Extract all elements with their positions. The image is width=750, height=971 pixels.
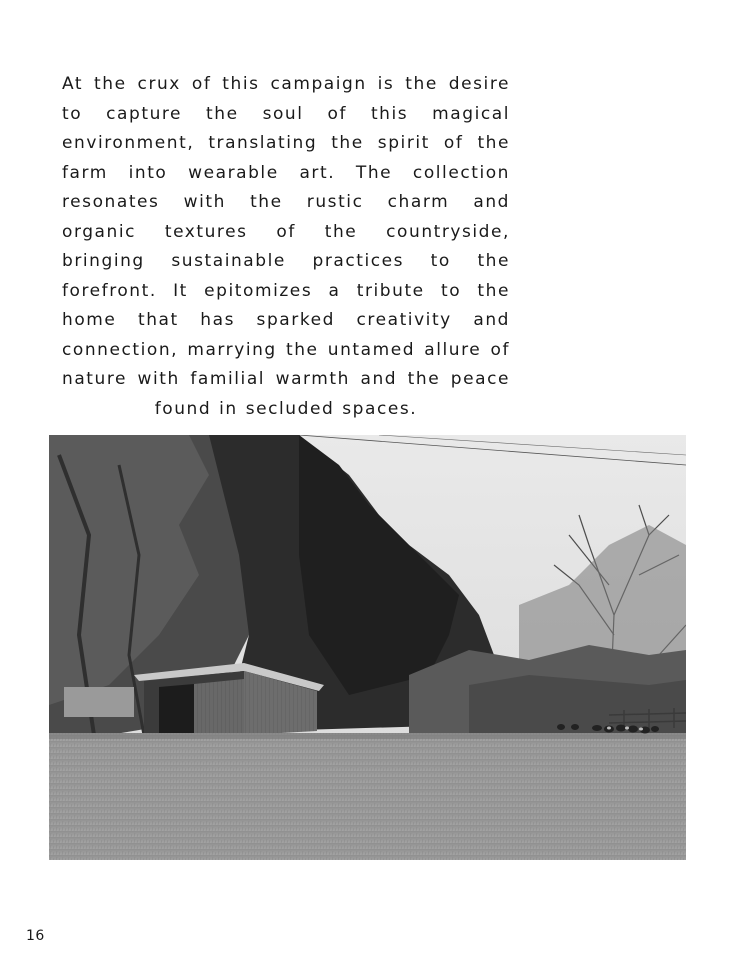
farm-field-photo [49, 435, 686, 860]
body-text [62, 70, 510, 424]
article-paragraph: At the crux of this campaign is the desire to capture the soul of this magical environment, translating the spirit of the farm into wearable art. The collection resonates with the rustic charm and organic textures of the countryside, bringing sustainable practices to the forefront. It epitomizes a tribute to the home that has sparked creativity and connection, marrying the untamed allure of nature with familial warmth and the peace found in secluded spaces. [62, 74, 510, 419]
page-number: 16 [26, 928, 45, 944]
